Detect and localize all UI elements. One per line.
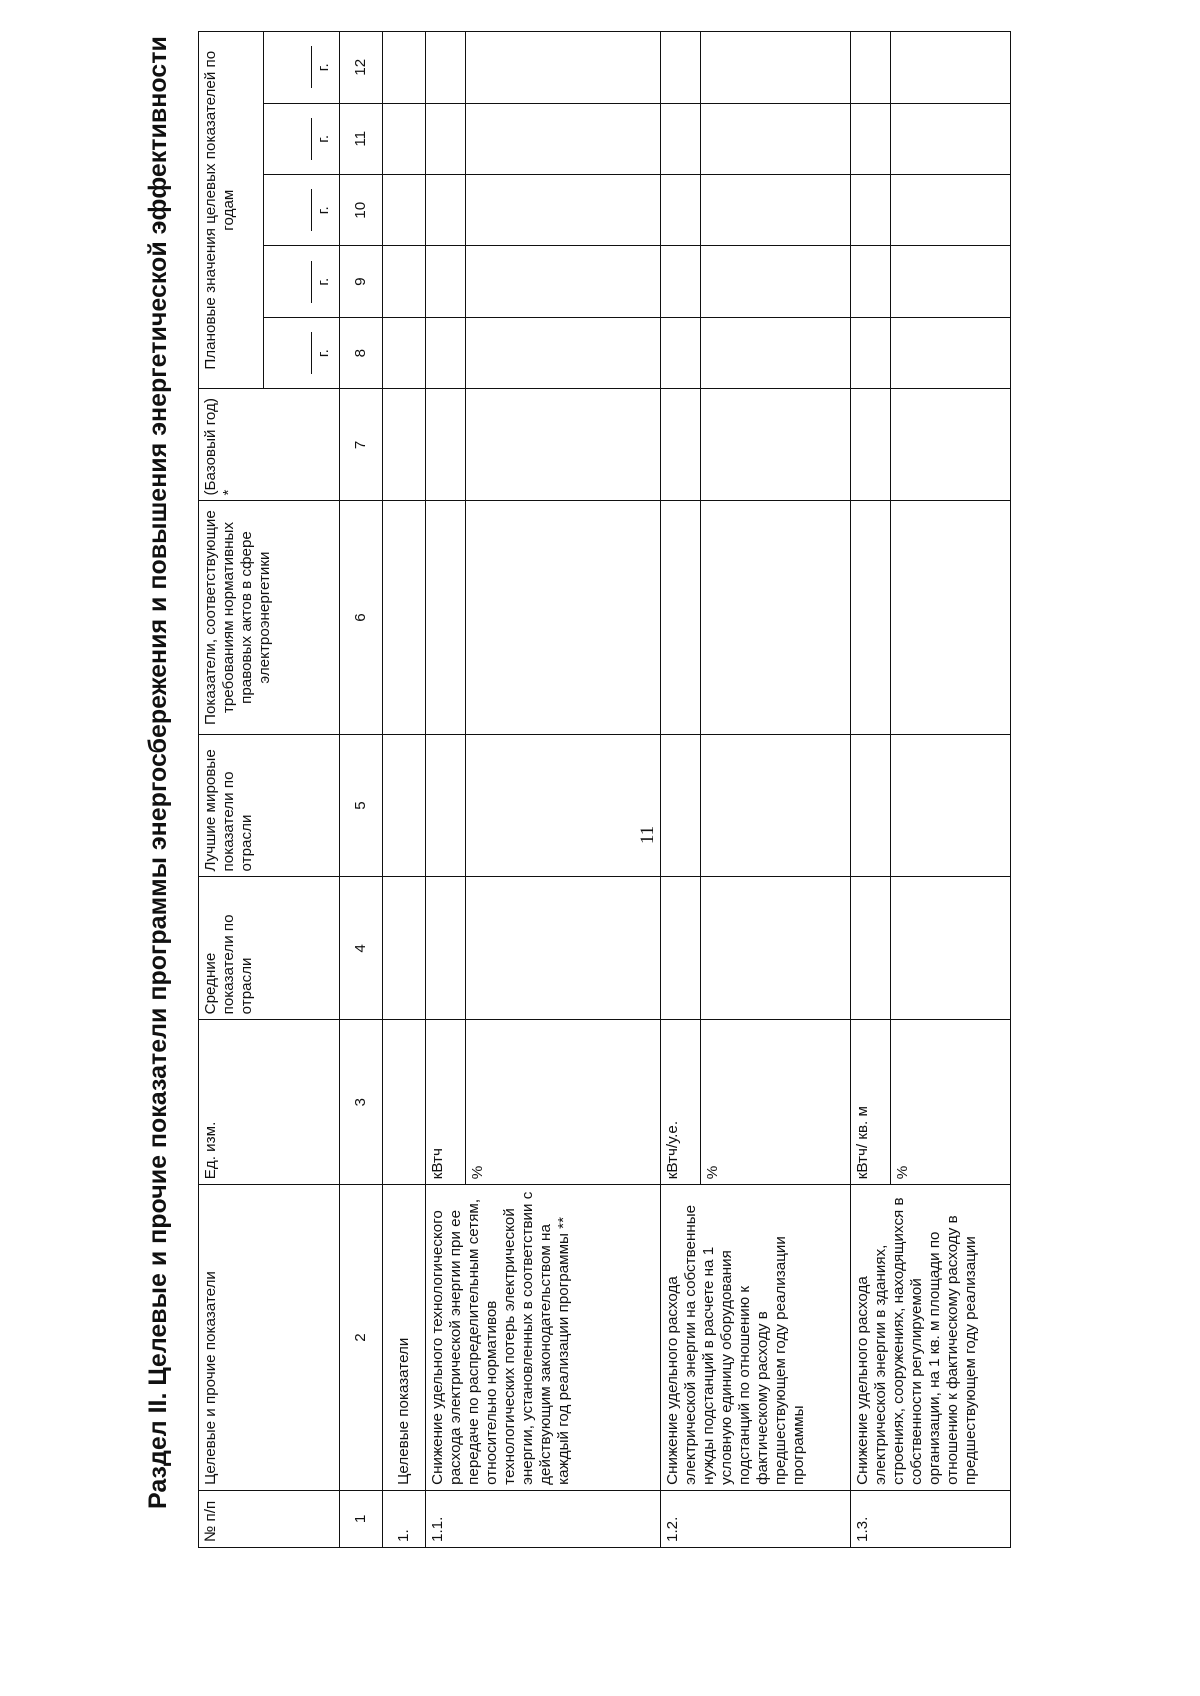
row-unit: % [701,1020,851,1185]
col-number: 3 [340,1020,383,1185]
empty-cell [701,175,851,246]
empty-cell [851,103,891,174]
empty-cell [891,32,1011,104]
col-number: 9 [340,246,383,317]
empty-cell [661,389,701,501]
year-cell [264,317,340,388]
year-cell [264,246,340,317]
empty-cell [426,389,466,501]
empty-cell [466,32,661,104]
empty-cell [701,877,851,1020]
empty-cell [701,501,851,734]
empty-cell [426,877,466,1020]
year-label: г. [311,189,333,231]
empty-cell [851,175,891,246]
col-number: 4 [340,877,383,1020]
empty-cell [426,103,466,174]
year-label: г. [311,261,333,303]
col-number: 5 [340,734,383,877]
empty-cell [661,32,701,104]
table-row [661,32,701,1548]
empty-cell [426,501,466,734]
year-cell [264,32,340,104]
empty-cell [383,317,426,388]
col-number: 8 [340,317,383,388]
empty-cell [851,32,891,104]
empty-cell [383,32,426,104]
empty-cell [466,246,661,317]
empty-cell [426,32,466,104]
empty-cell [851,389,891,501]
year-cell [264,175,340,246]
empty-cell [701,389,851,501]
header-base-year: (Базовый год) * [199,389,340,501]
col-number: 7 [340,389,383,501]
year-cell [264,103,340,174]
empty-cell [383,1020,426,1185]
header-num: № п/п [199,1490,340,1547]
empty-cell [891,501,1011,734]
row-unit: кВтч/у.е. [661,1020,701,1185]
empty-cell [466,734,661,877]
row-text: Снижение удельного расхода электрической энергии в зданиях, строениях, сооружениях, находящихся в собственности регулируемой организации, на 1 кв. м площади по отношению к фактическому расходу в предшествующем году реализации [851,1185,1011,1491]
empty-cell [661,877,701,1020]
row-text: Снижение удельного расхода электрической энергии на собственные нужды подстанций в расчете на 1 условную единицу оборудования подстанций по отношению к фактическому расходу в предшествующем году реализации программы [661,1185,851,1491]
empty-cell [466,175,661,246]
empty-cell [851,317,891,388]
empty-cell [383,501,426,734]
section-row [383,32,426,1548]
empty-cell [466,501,661,734]
empty-cell [701,317,851,388]
col-number: 6 [340,501,383,734]
column-number-row [340,32,383,1548]
empty-cell [383,103,426,174]
header-unit: Ед. изм. [199,1020,340,1185]
empty-cell [891,734,1011,877]
col-number: 10 [340,175,383,246]
empty-cell [426,246,466,317]
header-planned: Плановые значения целевых показателей по годам [199,32,264,389]
col-number: 2 [340,1185,383,1491]
empty-cell [891,389,1011,501]
empty-cell [891,246,1011,317]
empty-cell [701,32,851,104]
row-num: 1.3. [851,1490,1011,1547]
empty-cell [891,877,1011,1020]
empty-cell [851,877,891,1020]
header-normative: Показатели, соответствующие требованиям нормативных правовых актов в сфере электроэнергетики [199,501,340,734]
row-unit: кВтч/ кв. м [851,1020,891,1185]
empty-cell [426,317,466,388]
empty-cell [661,175,701,246]
empty-cell [383,246,426,317]
section-num: 1. [383,1490,426,1547]
section-title: Раздел II. Целевые и прочие показатели программы энергосбережения и повышения энергетической эффективности [144,36,172,1509]
empty-cell [661,317,701,388]
row-unit: % [466,1020,661,1185]
row-text: Снижение удельного технологического расхода электрической энергии при ее передаче по распределительным сетям, относительно нормативов технологических потерь электрической энергии, установленных в соответствии с действующим законодательством на каждый год реализации программы ** [426,1185,661,1491]
empty-cell [426,175,466,246]
empty-cell [701,103,851,174]
year-label: г. [311,46,333,88]
empty-cell [661,103,701,174]
empty-cell [851,501,891,734]
section-label: Целевые показатели [383,1185,426,1491]
table-row [851,32,891,1548]
rotated-page-content [140,14,1080,1614]
col-number: 1 [340,1490,383,1547]
row-num: 1.1. [426,1490,661,1547]
row-unit: кВтч [426,1020,466,1185]
empty-cell [383,734,426,877]
year-label: г. [311,118,333,160]
empty-cell [466,103,661,174]
header-best: Лучшие мировые показатели по отрасли [199,734,340,877]
empty-cell [383,389,426,501]
header-avg: Средние показатели по отрасли [199,877,340,1020]
empty-cell [383,877,426,1020]
empty-cell [426,734,466,877]
empty-cell [383,175,426,246]
empty-cell [891,175,1011,246]
empty-cell [466,317,661,388]
empty-cell [851,246,891,317]
page-number: 11 [637,825,658,845]
indicators-table [198,31,1011,1548]
empty-cell [661,246,701,317]
row-num: 1.2. [661,1490,851,1547]
empty-cell [466,389,661,501]
empty-cell [701,246,851,317]
empty-cell [661,501,701,734]
table-row [426,32,466,1548]
empty-cell [466,877,661,1020]
empty-cell [891,317,1011,388]
col-number: 12 [340,32,383,104]
empty-cell [851,734,891,877]
empty-cell [661,734,701,877]
col-number: 11 [340,103,383,174]
row-unit: % [891,1020,1011,1185]
empty-cell [701,734,851,877]
header-name: Целевые и прочие показатели [199,1185,340,1491]
header-row [199,32,264,1548]
empty-cell [891,103,1011,174]
year-label: г. [311,332,333,374]
